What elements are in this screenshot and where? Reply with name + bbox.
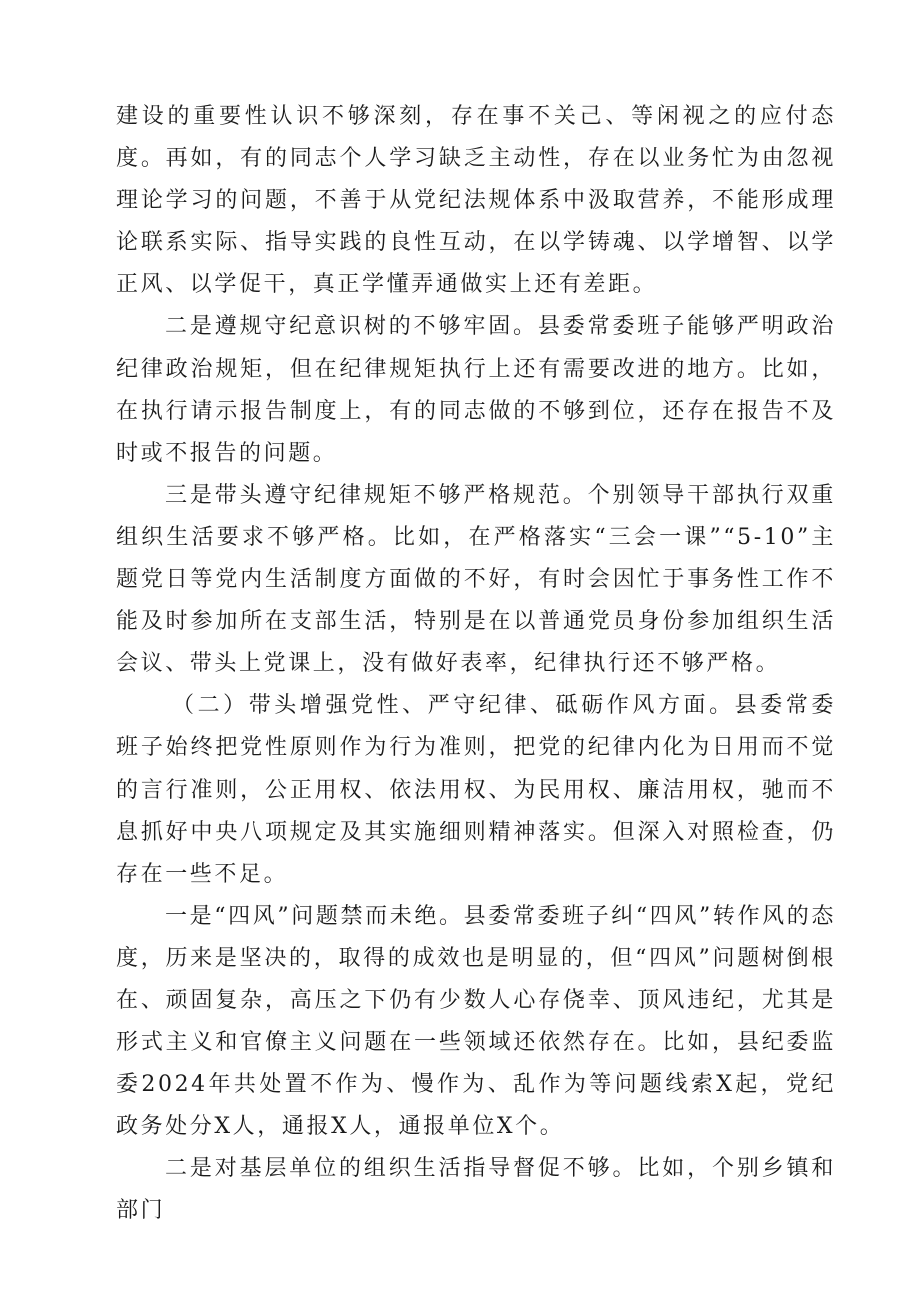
paragraph-continuation: 建设的重要性认识不够深刻，存在事不关己、等闲视之的应付态度。再如，有的同志个人学习缺乏主动性，存在以业务忙为由忽视理论学习的问题，不善于从党纪法规体系中汲取营养，不能形成理论联系实际、指导实践的良性互动，在以学铸魂、以学增智、以学正风、以学促干，真正学懂弄通做实上还有差距。 (116, 104, 836, 298)
paragraph-four-winds: 一是“四风”问题禁而未绝。县委常委班子纠“四风”转作风的态度，历来是坚决的，取得的成效也是明显的，但“四风”问题树倒根在、顽固复杂，高压之下仍有少数人心存侥幸、顶风违纪，尤其是形式主义和官僚主义问题在一些领域还依然存在。比如，县纪委监委2024年共处置不作为、慢作为、乱作为等问题线索X起，党纪政务处分X人，通报X人，通报单位X个。 (116, 903, 836, 1140)
document-body (116, 96, 836, 1233)
paragraph-grassroots: 二是对基层单位的组织生活指导督促不够。比如，个别乡镇和部门 (116, 1156, 836, 1224)
paragraph-point-three: 三是带头遵守纪律规矩不够严格规范。个别领导干部执行双重组织生活要求不够严格。比如，在严格落实“三会一课”“5-10”主题党日等党内生活制度方面做的不好，有时会因忙于事务性工作不能及时参加所在支部生活，特别是在以普通党员身份参加组织生活会议、带头上党课上，没有做好表率，纪律执行还不够严格。 (116, 482, 836, 677)
paragraph-point-two: 二是遵规守纪意识树的不够牢固。县委常委班子能够严明政治纪律政治规矩，但在纪律规矩执行上还有需要改进的地方。比如，在执行请示报告制度上，有的同志做的不够到位，还存在报告不及时或不报告的问题。 (116, 314, 836, 466)
section-heading-two: （二）带头增强党性、严守纪律、砥砺作风方面。县委常委班子始终把党性原则作为行为准则，把党的纪律内化为日用而不觉的言行准则，公正用权、依法用权、为民用权、廉洁用权，驰而不息抓好中央八项规定及其实施细则精神落实。但深入对照检查，仍存在一些不足。 (116, 693, 836, 887)
